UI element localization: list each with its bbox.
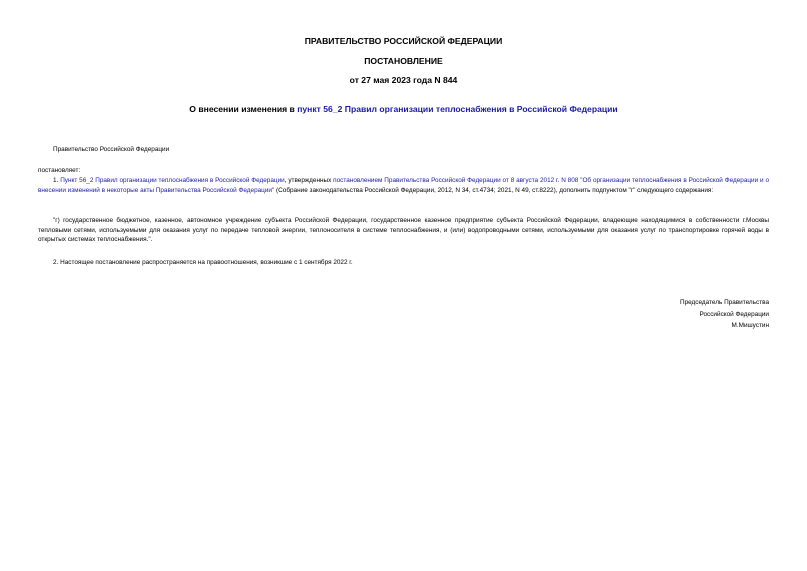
signature-block [680,297,769,332]
document-type-heading: ПОСТАНОВЛЕНИЕ [364,56,443,66]
decrees-line: постановляет: [38,167,81,174]
quote-paragraph: "г) государственное бюджетное, казенное, автономное учреждение субъекта Российской Федерации, государственное казенное предприятие субъекта Российской Федерации, владеющие находящимися в собственности г.Москвы тепловыми сетями, используемыми для оказания услуг по передаче тепловой энергии, теплоносителя в системе теплоснабжения, и (или) водопроводными сетями, используемыми для оказания услуг по транспортировке горячей воды в открытых системах теплоснабжения.". [38,217,769,244]
item-1-resolution-link[interactable]: постановлением Правительства Российской Федерации от 8 августа 2012 г. N 808 "Об организации теплоснабжения в Российской Федерации и о внесении изменений в некоторые акты Правительства Российской Федерации" [38,177,770,194]
item-1-paragraph [38,176,769,195]
signature-name: М.Мишустин [731,322,769,330]
signature-position-line2: Российской Федерации [699,310,769,318]
item-1-rules-link[interactable]: Пункт 56_2 Правил организации теплоснабжения в Российской Федерации [60,177,285,184]
document-title-prefix: О внесении изменения в [189,104,298,114]
item-2-paragraph: 2. Настоящее постановление распространяется на правоотношения, возникшие с 1 сентября 2022 г. [53,259,353,266]
signature-position-line1: Председатель Правительства [680,299,769,306]
government-line: Правительство Российской Федерации [53,146,170,153]
document-title [0,104,807,115]
date-number-heading: от 27 мая 2023 года N 844 [349,75,458,85]
item-1-text-b: (Собрание законодательства Российской Федерации, 2012, N 34, ст.4734; 2021, N 49, ст.8222), дополнить подпунктом "г" следующего содержания: [274,186,714,194]
item-1-number: 1. [53,177,61,184]
item-1-text-a: , утвержденных [284,177,334,184]
government-heading: ПРАВИТЕЛЬСТВО РОССИЙСКОЙ ФЕДЕРАЦИИ [304,36,503,46]
document-title-link[interactable]: пункт 56_2 Правил организации теплоснабжения в Российской Федерации [297,104,618,114]
